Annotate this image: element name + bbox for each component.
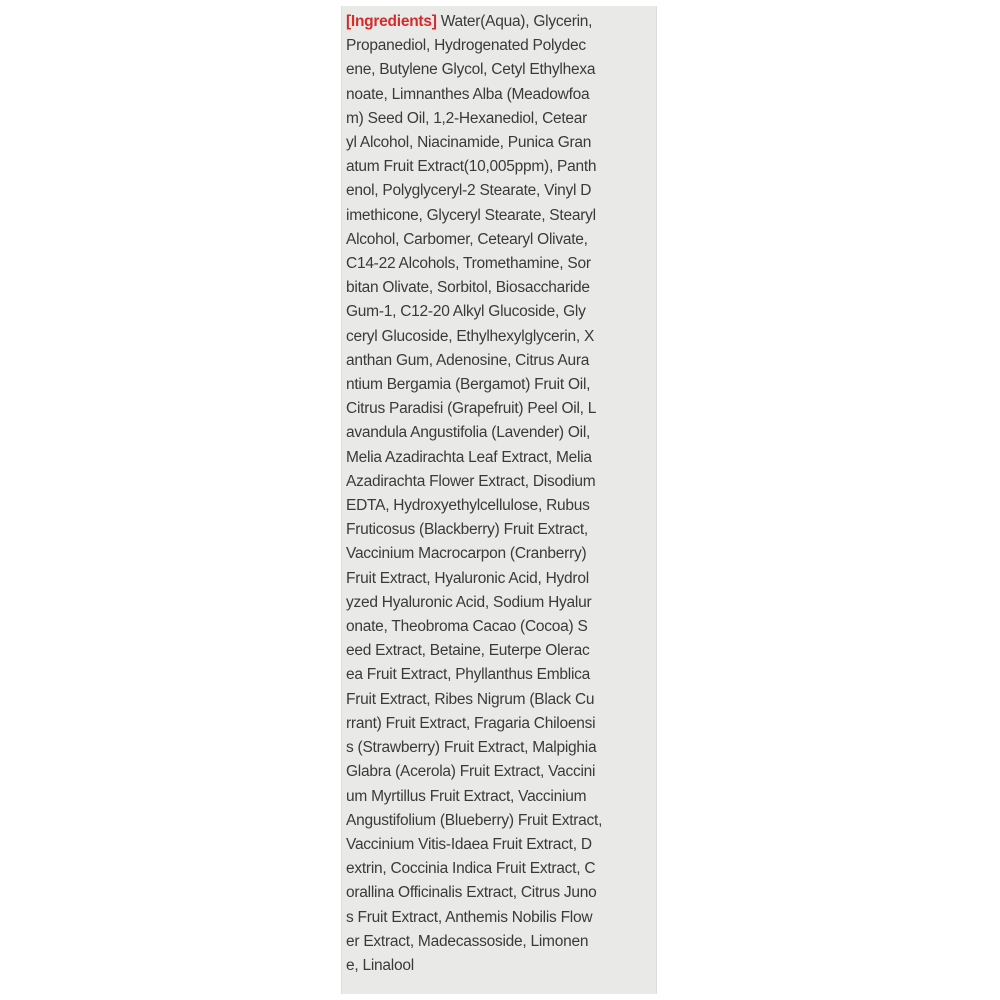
ingredients-line: rrant) Fruit Extract, Fragaria Chiloensi [346, 714, 596, 732]
ingredients-line: noate, Limnanthes Alba (Meadowfoa [346, 85, 590, 103]
ingredients-line: Gum-1, C12-20 Alkyl Glucoside, Gly [346, 303, 586, 321]
ingredients-line: Azadirachta Flower Extract, Disodium [346, 472, 596, 490]
ingredients-line: extrin, Coccinia Indica Fruit Extract, C [346, 860, 596, 878]
ingredients-line: e, Linalool [346, 956, 414, 974]
ingredients-line: m) Seed Oil, 1,2-Hexanediol, Cetear [346, 109, 588, 127]
ingredients-line: ntium Bergamia (Bergamot) Fruit Oil, [346, 376, 591, 394]
ingredients-line: er Extract, Madecassoside, Limonen [346, 932, 589, 950]
ingredients-line: EDTA, Hydroxyethylcellulose, Rubus [346, 497, 590, 515]
ingredients-line: orallina Officinalis Extract, Citrus Juno [346, 884, 597, 902]
ingredients-line: enol, Polyglyceryl-2 Stearate, Vinyl D [346, 182, 592, 200]
ingredients-line: Angustifolium (Blueberry) Fruit Extract, [346, 811, 603, 829]
ingredients-line [346, 10, 650, 34]
ingredients-text-block [346, 10, 650, 978]
ingredients-line: Glabra (Acerola) Fruit Extract, Vaccini [346, 763, 596, 781]
ingredients-line: s (Strawberry) Fruit Extract, Malpighia [346, 739, 597, 757]
ingredients-label [341, 6, 657, 994]
ingredients-line: Citrus Paradisi (Grapefruit) Peel Oil, L [346, 400, 597, 418]
ingredients-line: yzed Hyaluronic Acid, Sodium Hyalur [346, 593, 592, 611]
ingredients-line: Fruit Extract, Ribes Nigrum (Black Cu [346, 690, 595, 708]
ingredients-line: onate, Theobroma Cacao (Cocoa) S [346, 618, 588, 636]
ingredients-line: bitan Olivate, Sorbitol, Biosaccharide [346, 279, 590, 297]
ingredients-line: um Myrtillus Fruit Extract, Vaccinium [346, 787, 587, 805]
ingredients-line: Alcohol, Carbomer, Cetearyl Olivate, [346, 230, 588, 248]
ingredients-line: eed Extract, Betaine, Euterpe Olerac [346, 642, 590, 660]
ingredients-line: yl Alcohol, Niacinamide, Punica Gran [346, 134, 592, 152]
ingredients-line: imethicone, Glyceryl Stearate, Stearyl [346, 206, 596, 224]
ingredients-line: anthan Gum, Adenosine, Citrus Aura [346, 351, 590, 369]
ingredients-line: Fruticosus (Blackberry) Fruit Extract, [346, 521, 588, 539]
ingredients-line: Vaccinium Macrocarpon (Cranberry) [346, 545, 587, 563]
ingredients-line: Fruit Extract, Hyaluronic Acid, Hydrol [346, 569, 589, 587]
ingredients-line: Vaccinium Vitis-Idaea Fruit Extract, D [346, 835, 592, 853]
ingredients-line-text: Water(Aqua), Glycerin, [440, 13, 593, 30]
ingredients-line: Melia Azadirachta Leaf Extract, Melia [346, 448, 592, 466]
ingredients-line: C14-22 Alcohols, Tromethamine, Sor [346, 255, 591, 273]
ingredients-heading: [Ingredients] [346, 13, 437, 30]
ingredients-line: s Fruit Extract, Anthemis Nobilis Flow [346, 908, 593, 926]
ingredients-line: avandula Angustifolia (Lavender) Oil, [346, 424, 591, 442]
ingredients-line: ea Fruit Extract, Phyllanthus Emblica [346, 666, 591, 684]
ingredients-line: Propanediol, Hydrogenated Polydec [346, 37, 586, 55]
ingredients-line: ceryl Glucoside, Ethylhexylglycerin, X [346, 327, 595, 345]
ingredients-line: ene, Butylene Glycol, Cetyl Ethylhexa [346, 61, 596, 79]
ingredients-line: atum Fruit Extract(10,005ppm), Panth [346, 158, 597, 176]
